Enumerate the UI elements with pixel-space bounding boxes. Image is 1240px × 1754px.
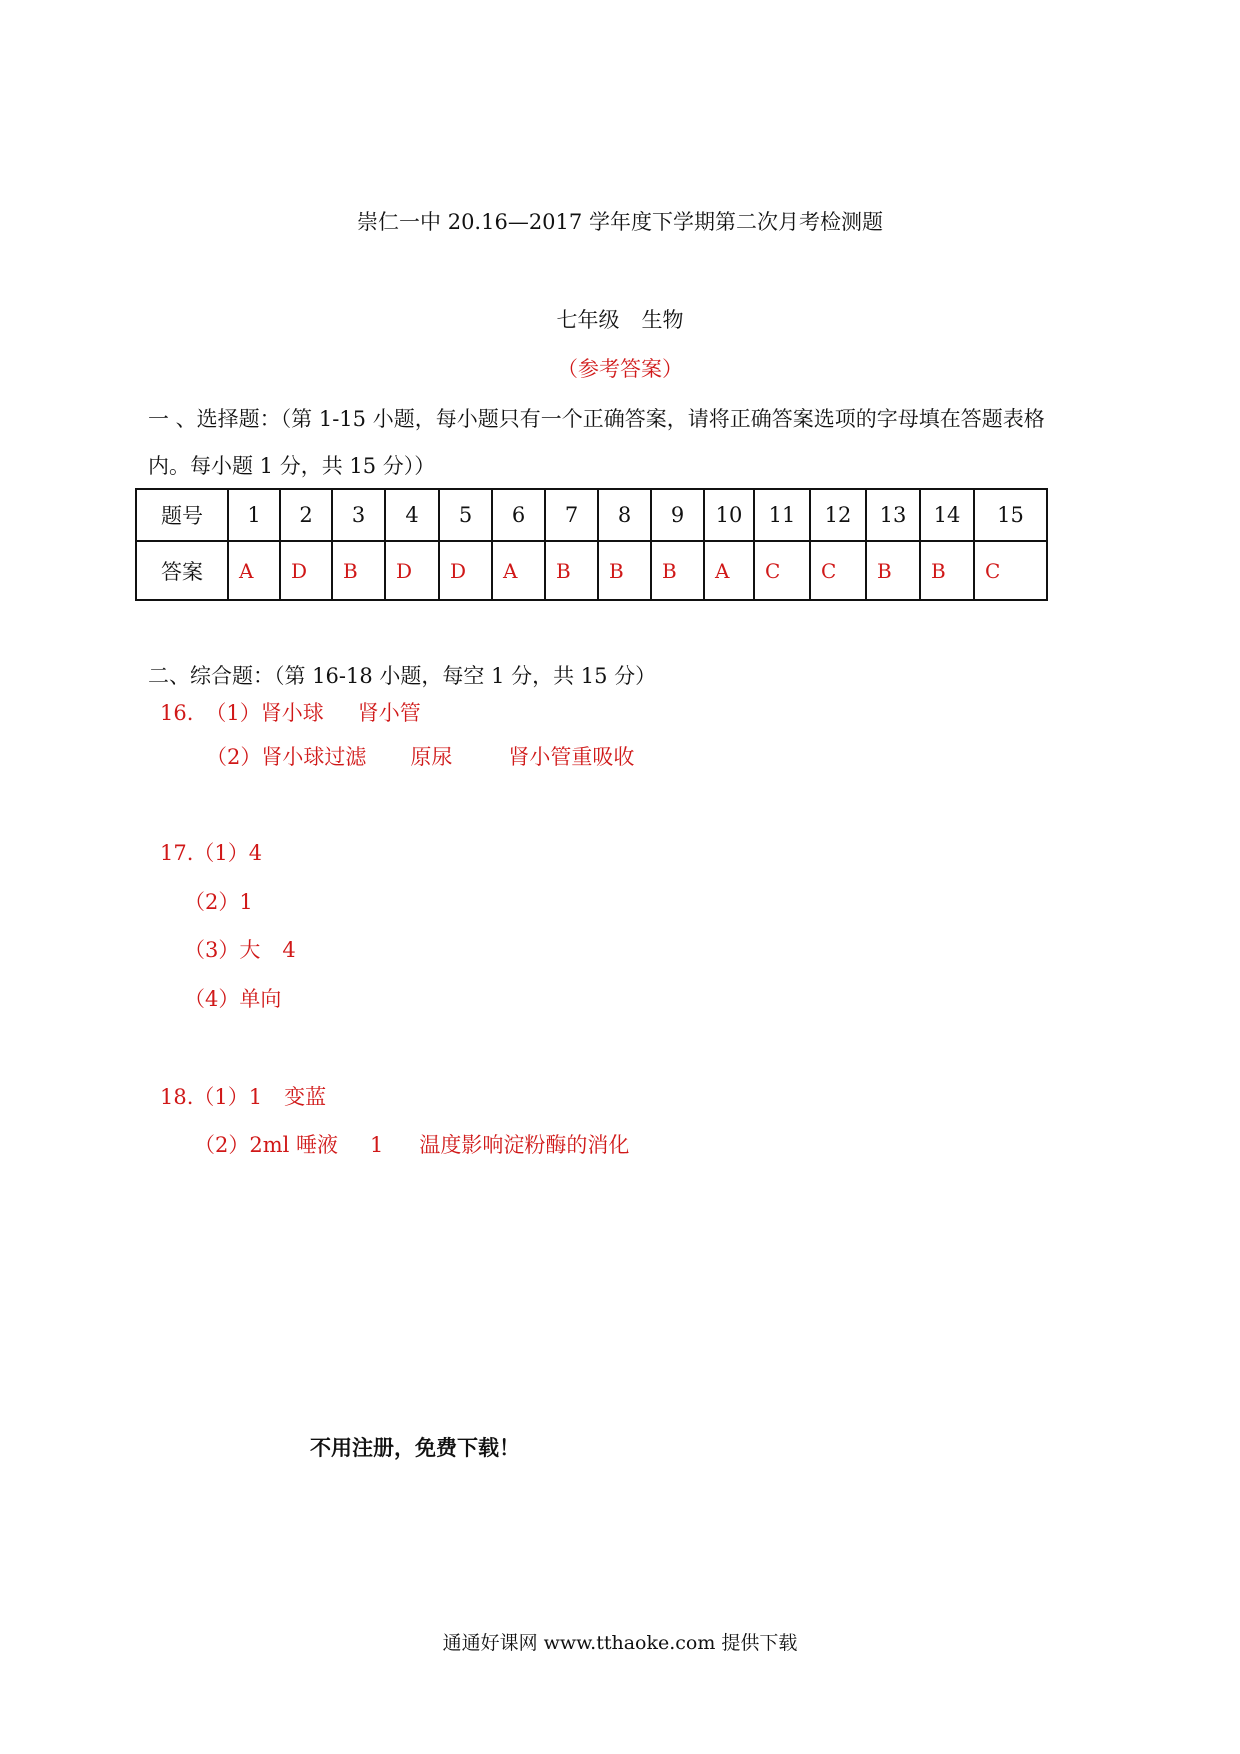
q16-answer-c: 肾小球过滤 <box>261 745 367 769</box>
grade-label: 七年级 <box>556 308 620 332</box>
q16-answer-b: 肾小管 <box>357 701 421 725</box>
q18-line1 <box>160 1081 326 1111</box>
answer-cell: D <box>439 541 492 600</box>
section1-instruction-line2: 内。每小题 1 分，共 15 分）） <box>148 454 436 478</box>
page-footer: 通通好课网 www.tthaoke.com 提供下载 <box>442 1632 798 1654</box>
answer-header: 答案 <box>136 541 228 600</box>
q16-answer-d: 原尿 <box>410 745 453 769</box>
q17-line2 <box>184 886 253 916</box>
q17-answer-c: 大 <box>239 938 261 962</box>
answer-cell: A <box>492 541 545 600</box>
answer-cell: B <box>920 541 974 600</box>
q16-number: 16. <box>160 701 194 725</box>
q16-answer-a: 肾小球 <box>260 701 324 725</box>
q17-part4: （4） <box>184 987 240 1011</box>
q18-answer-b: 变蓝 <box>284 1085 327 1109</box>
q16-answer-e: 肾小管重吸收 <box>508 745 635 769</box>
q18-answer-e: 温度影响淀粉酶的消化 <box>419 1133 630 1157</box>
subject-label: 生物 <box>641 308 684 332</box>
q17-number: 17. <box>160 841 194 865</box>
q17-line4 <box>184 983 281 1013</box>
reference-answer-label: （参考答案） <box>557 357 683 381</box>
q17-answer-b: 1 <box>239 890 253 914</box>
answer-cell: B <box>545 541 598 600</box>
question-number-cell: 12 <box>810 489 866 541</box>
answer-cell: B <box>866 541 920 600</box>
question-number-cell: 4 <box>385 489 439 541</box>
section2-heading: 二、综合题：（第 16-18 小题，每空 1 分，共 15 分） <box>148 664 657 688</box>
q16-part1: （1） <box>205 701 261 725</box>
question-number-cell: 2 <box>280 489 332 541</box>
q18-line2 <box>194 1129 629 1159</box>
answer-cell: C <box>754 541 810 600</box>
answer-cell: C <box>974 541 1047 600</box>
q17-answer-e: 单向 <box>239 987 282 1011</box>
question-number-cell: 10 <box>704 489 754 541</box>
answer-cell: A <box>228 541 280 600</box>
q18-answer-d: 1 <box>370 1133 384 1157</box>
question-number-header: 题号 <box>136 489 228 541</box>
answer-cell: D <box>385 541 439 600</box>
q18-part2: （2） <box>194 1133 250 1157</box>
q17-part2: （2） <box>184 890 240 914</box>
answer-cell: C <box>810 541 866 600</box>
answer-cell: A <box>704 541 754 600</box>
q17-answer-a: 4 <box>248 841 263 865</box>
q16-part2: （2） <box>206 745 262 769</box>
answer-cell: D <box>280 541 332 600</box>
q18-answer-c: 2ml 唾液 <box>249 1133 339 1157</box>
answer-cell: B <box>651 541 704 600</box>
question-number-cell: 11 <box>754 489 810 541</box>
question-number-cell: 5 <box>439 489 492 541</box>
question-number-cell: 15 <box>974 489 1047 541</box>
answer-cell: B <box>332 541 385 600</box>
answer-table <box>135 488 1048 601</box>
q16-line2 <box>206 741 634 771</box>
q18-answer-a: 1 <box>248 1085 263 1109</box>
question-number-cell: 8 <box>598 489 651 541</box>
q18-part1: （1） <box>193 1085 249 1109</box>
question-number-cell: 3 <box>332 489 385 541</box>
table-row <box>136 489 1047 541</box>
question-number-cell: 13 <box>866 489 920 541</box>
q17-part1: （1） <box>193 841 249 865</box>
q17-line1 <box>160 837 262 867</box>
grade-subject <box>0 304 1240 334</box>
question-number-cell: 7 <box>545 489 598 541</box>
promo-text: 不用注册，免费下载！ <box>310 1436 520 1460</box>
q17-answer-d: 4 <box>282 938 296 962</box>
question-number-cell: 6 <box>492 489 545 541</box>
page-title: 崇仁一中 20.16—2017 学年度下学期第二次月考检测题 <box>357 210 883 234</box>
answer-cell: B <box>598 541 651 600</box>
q17-line3 <box>184 934 296 964</box>
question-number-cell: 14 <box>920 489 974 541</box>
section1-instruction-line1: 一 、选择题：（第 1-15 小题，每小题只有一个正确答案，请将正确答案选项的字母填在答题表格 <box>148 407 1045 431</box>
q16-line1 <box>160 697 421 727</box>
question-number-cell: 1 <box>228 489 280 541</box>
q18-number: 18. <box>160 1085 194 1109</box>
table-row <box>136 541 1047 600</box>
q17-part3: （3） <box>184 938 240 962</box>
question-number-cell: 9 <box>651 489 704 541</box>
